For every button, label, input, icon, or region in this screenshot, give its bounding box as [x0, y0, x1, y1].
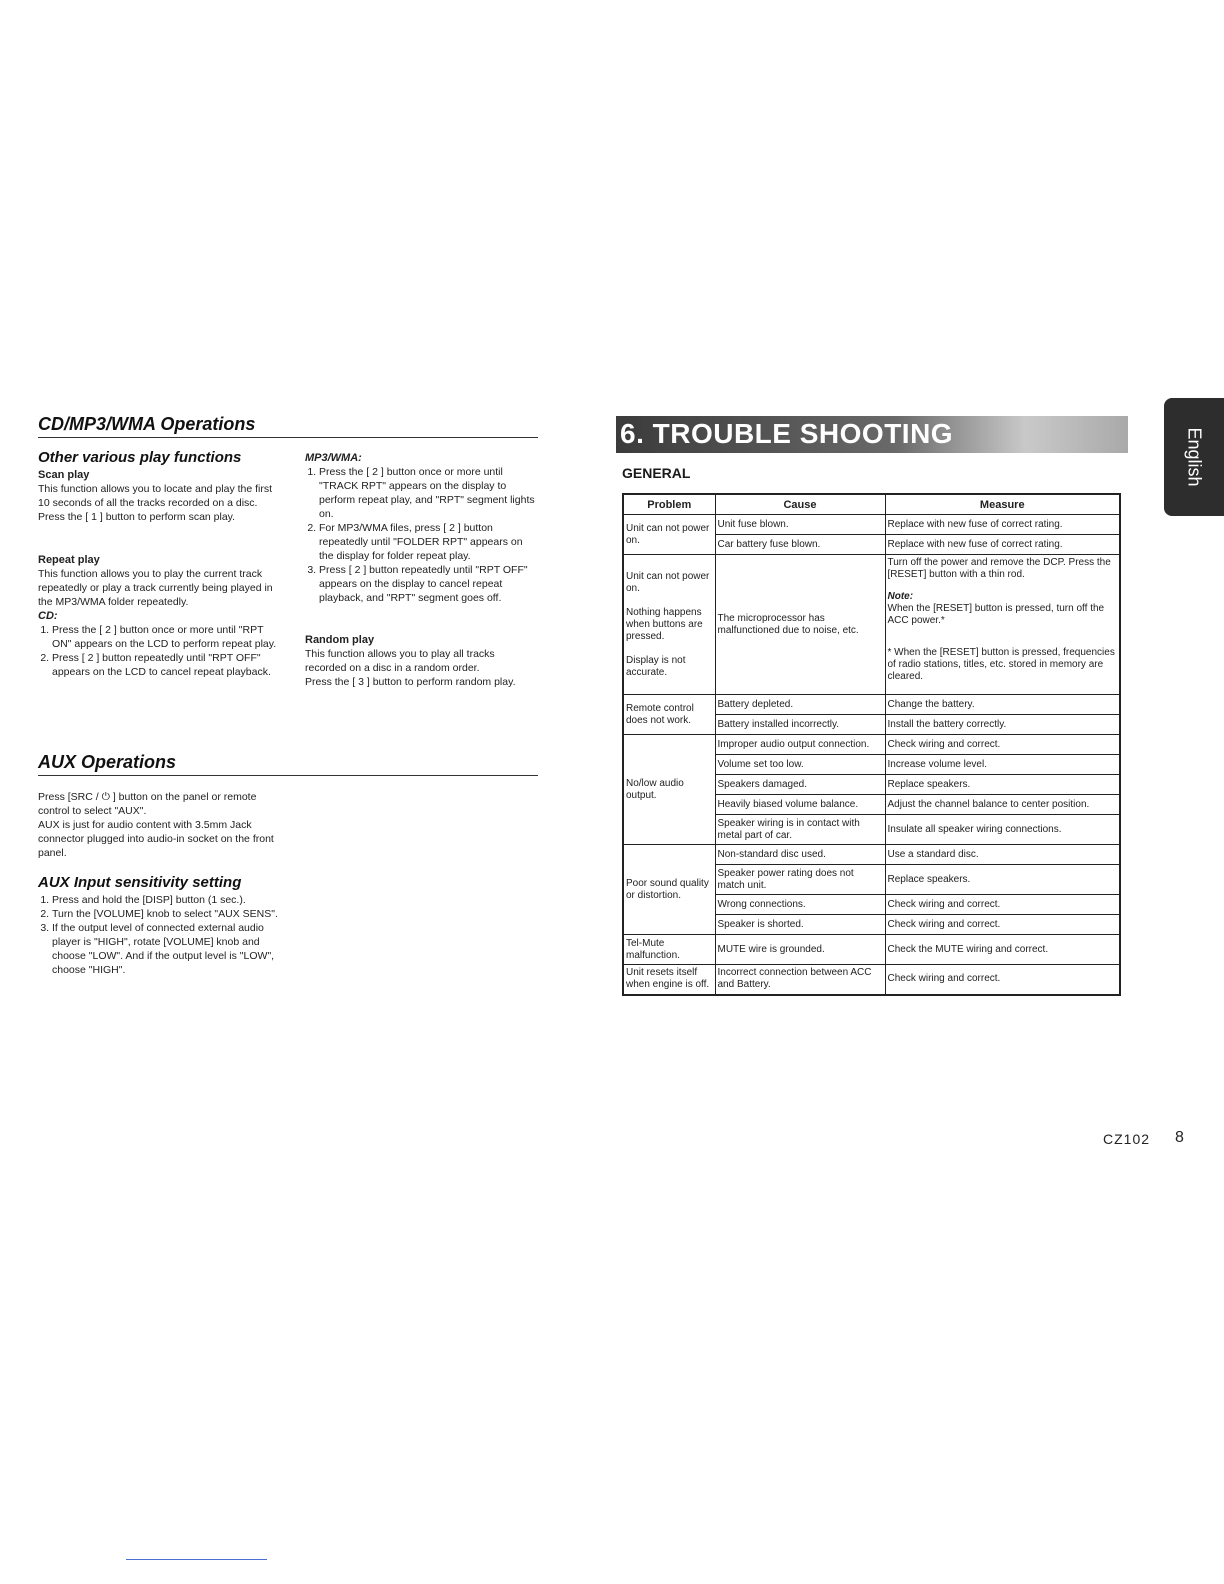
micro-problem-2: Nothing happens when buttons are pressed.: [626, 606, 703, 642]
measure-cell: Replace speakers.: [885, 775, 1120, 795]
header-cause: Cause: [715, 494, 885, 515]
header-problem: Problem: [623, 494, 715, 515]
cd-steps: [38, 623, 284, 679]
random-play-instruction: Press the [ 3 ] button to perform random play.: [305, 676, 516, 688]
header-measure: Measure: [885, 494, 1120, 515]
problem-cell: Tel-Mute malfunction.: [623, 935, 715, 965]
language-tab: [1164, 398, 1224, 516]
aux-select-text: Press [SRC / ⏻ ] button on the panel or remote control to select "AUX".: [38, 791, 257, 817]
model-name: CZ102: [1103, 1131, 1151, 1147]
measure-cell: Change the battery.: [885, 695, 1120, 715]
cause-cell: The microprocessor has malfunctioned due to noise, etc.: [715, 555, 885, 695]
measure-cell: Replace with new fuse of correct rating.: [885, 515, 1120, 535]
aux-step: 2. Turn the [VOLUME] knob to select "AUX SENS".: [52, 907, 284, 921]
micro-measure-1: Turn off the power and remove the DCP. Press the [RESET] button with a thin rod.: [887, 557, 1111, 580]
repeat-play-block: [38, 553, 284, 679]
bottom-link-line: [126, 1559, 267, 1560]
problem-cell: Unit can not power on.: [623, 515, 715, 555]
table-row: [623, 555, 1120, 695]
mp3-step: 2. For MP3/WMA files, press [ 2 ] button repeatedly until "FOLDER RPT" appears on the display for folder repeat play.: [319, 521, 538, 563]
micro-problem-3: Display is not accurate.: [626, 654, 686, 678]
cause-cell: Wrong connections.: [715, 895, 885, 915]
language-tab-label: English: [1184, 427, 1205, 487]
mp3-step: 1. Press the [ 2 ] button once or more until "TRACK RPT" appears on the display to perform repeat play, and "RPT" segment lights on.: [319, 465, 538, 521]
cause-cell: Unit fuse blown.: [715, 515, 885, 535]
measure-cell: Check wiring and correct.: [885, 915, 1120, 935]
measure-cell: Check wiring and correct.: [885, 895, 1120, 915]
measure-cell: Check wiring and correct.: [885, 965, 1120, 995]
aux-block: [38, 790, 284, 860]
cause-cell: Battery depleted.: [715, 695, 885, 715]
micro-problem-1: Unit can not power on.: [626, 570, 710, 594]
random-play-heading: Random play: [305, 634, 375, 646]
measure-cell: Adjust the channel balance to center position.: [885, 795, 1120, 815]
aux-step: 3. If the output level of connected external audio player is "HIGH", rotate [VOLUME] knob and choose "LOW". And if the output level is "LOW", choose "HIGH".: [52, 921, 284, 977]
random-play-block: [305, 633, 538, 689]
problem-cell: Poor sound quality or distortion.: [623, 845, 715, 935]
measure-cell: Use a standard disc.: [885, 845, 1120, 865]
page-number: 8: [1175, 1129, 1184, 1146]
scan-play-heading: Scan play: [38, 469, 90, 481]
measure-cell: Check the MUTE wiring and correct.: [885, 935, 1120, 965]
cd-step: 2. Press [ 2 ] button repeatedly until "RPT OFF" appears on the LCD to cancel repeat playback.: [52, 651, 284, 679]
problem-cell: [623, 555, 715, 695]
measure-cell: Increase volume level.: [885, 755, 1120, 775]
cd-label: CD:: [38, 610, 58, 622]
mp3-label: MP3/WMA:: [305, 452, 362, 464]
mp3-step: 3. Press [ 2 ] button repeatedly until "RPT OFF" appears on the display to cancel repeat playback, and "RPT" segment goes off.: [319, 563, 538, 605]
aux-info-text: AUX is just for audio content with 3.5mm Jack connector plugged into audio-in socket on the front panel.: [38, 819, 274, 859]
cause-cell: Car battery fuse blown.: [715, 535, 885, 555]
random-play-text: This function allows you to play all tracks recorded on a disc in a random order.: [305, 648, 495, 674]
table-row: [623, 965, 1120, 995]
trouble-shooting-table: [622, 493, 1121, 996]
micro-measure-3: * When the [RESET] button is pressed, frequencies of radio stations, titles, etc. stored in memory are cleared.: [887, 647, 1115, 682]
cause-cell: MUTE wire is grounded.: [715, 935, 885, 965]
table-row: [623, 695, 1120, 715]
cause-cell: Volume set too low.: [715, 755, 885, 775]
other-functions-title: Other various play functions: [38, 449, 242, 466]
cause-cell: Incorrect connection between ACC and Battery.: [715, 965, 885, 995]
aux-step: 1. Press and hold the [DISP] button (1 sec.).: [52, 893, 284, 907]
cause-cell: Speaker power rating does not match unit.: [715, 865, 885, 895]
scan-play-text: This function allows you to locate and play the first 10 seconds of all the tracks recorded on a disc.: [38, 483, 273, 509]
repeat-play-text: This function allows you to play the current track repeatedly or play a track currently being played in the MP3/WMA folder repeatedly.: [38, 568, 273, 608]
cause-cell: Heavily biased volume balance.: [715, 795, 885, 815]
trouble-shooting-banner: 6. TROUBLE SHOOTING: [616, 416, 1128, 453]
aux-sensitivity-block: [38, 893, 284, 977]
cause-cell: Speaker is shorted.: [715, 915, 885, 935]
aux-sensitivity-title: AUX Input sensitivity setting: [38, 874, 242, 891]
cause-cell: Non-standard disc used.: [715, 845, 885, 865]
scan-play-block: [38, 468, 284, 524]
measure-cell: Check wiring and correct.: [885, 735, 1120, 755]
table-row: [623, 935, 1120, 965]
table-row: [623, 845, 1120, 865]
table-row: [623, 515, 1120, 535]
cause-cell: Speaker wiring is in contact with metal part of car.: [715, 815, 885, 845]
measure-cell: Replace speakers.: [885, 865, 1120, 895]
micro-measure-2: When the [RESET] button is pressed, turn off the ACC power.*: [887, 603, 1105, 626]
micro-note-label: Note:: [887, 591, 914, 602]
problem-cell: Unit resets itself when engine is off.: [623, 965, 715, 995]
measure-cell: Replace with new fuse of correct rating.: [885, 535, 1120, 555]
cause-cell: Battery installed incorrectly.: [715, 715, 885, 735]
table-row: [623, 735, 1120, 755]
problem-cell: No/low audio output.: [623, 735, 715, 845]
table-header-row: [623, 494, 1120, 515]
mp3-steps: [305, 465, 538, 605]
measure-cell: [885, 555, 1120, 695]
aux-steps: [38, 893, 284, 977]
general-heading: GENERAL: [622, 465, 691, 481]
scan-play-instruction: Press the [ 1 ] button to perform scan play.: [38, 511, 236, 523]
aux-section-title: AUX Operations: [38, 752, 538, 776]
cause-cell: Improper audio output connection.: [715, 735, 885, 755]
mp3-repeat-block: [305, 451, 538, 605]
cd-section-title: CD/MP3/WMA Operations: [38, 414, 538, 438]
measure-cell: Insulate all speaker wiring connections.: [885, 815, 1120, 845]
repeat-play-heading: Repeat play: [38, 554, 100, 566]
problem-cell: Remote control does not work.: [623, 695, 715, 735]
measure-cell: Install the battery correctly.: [885, 715, 1120, 735]
cd-step: 1. Press the [ 2 ] button once or more until "RPT ON" appears on the LCD to perform repeat play.: [52, 623, 284, 651]
cause-cell: Speakers damaged.: [715, 775, 885, 795]
